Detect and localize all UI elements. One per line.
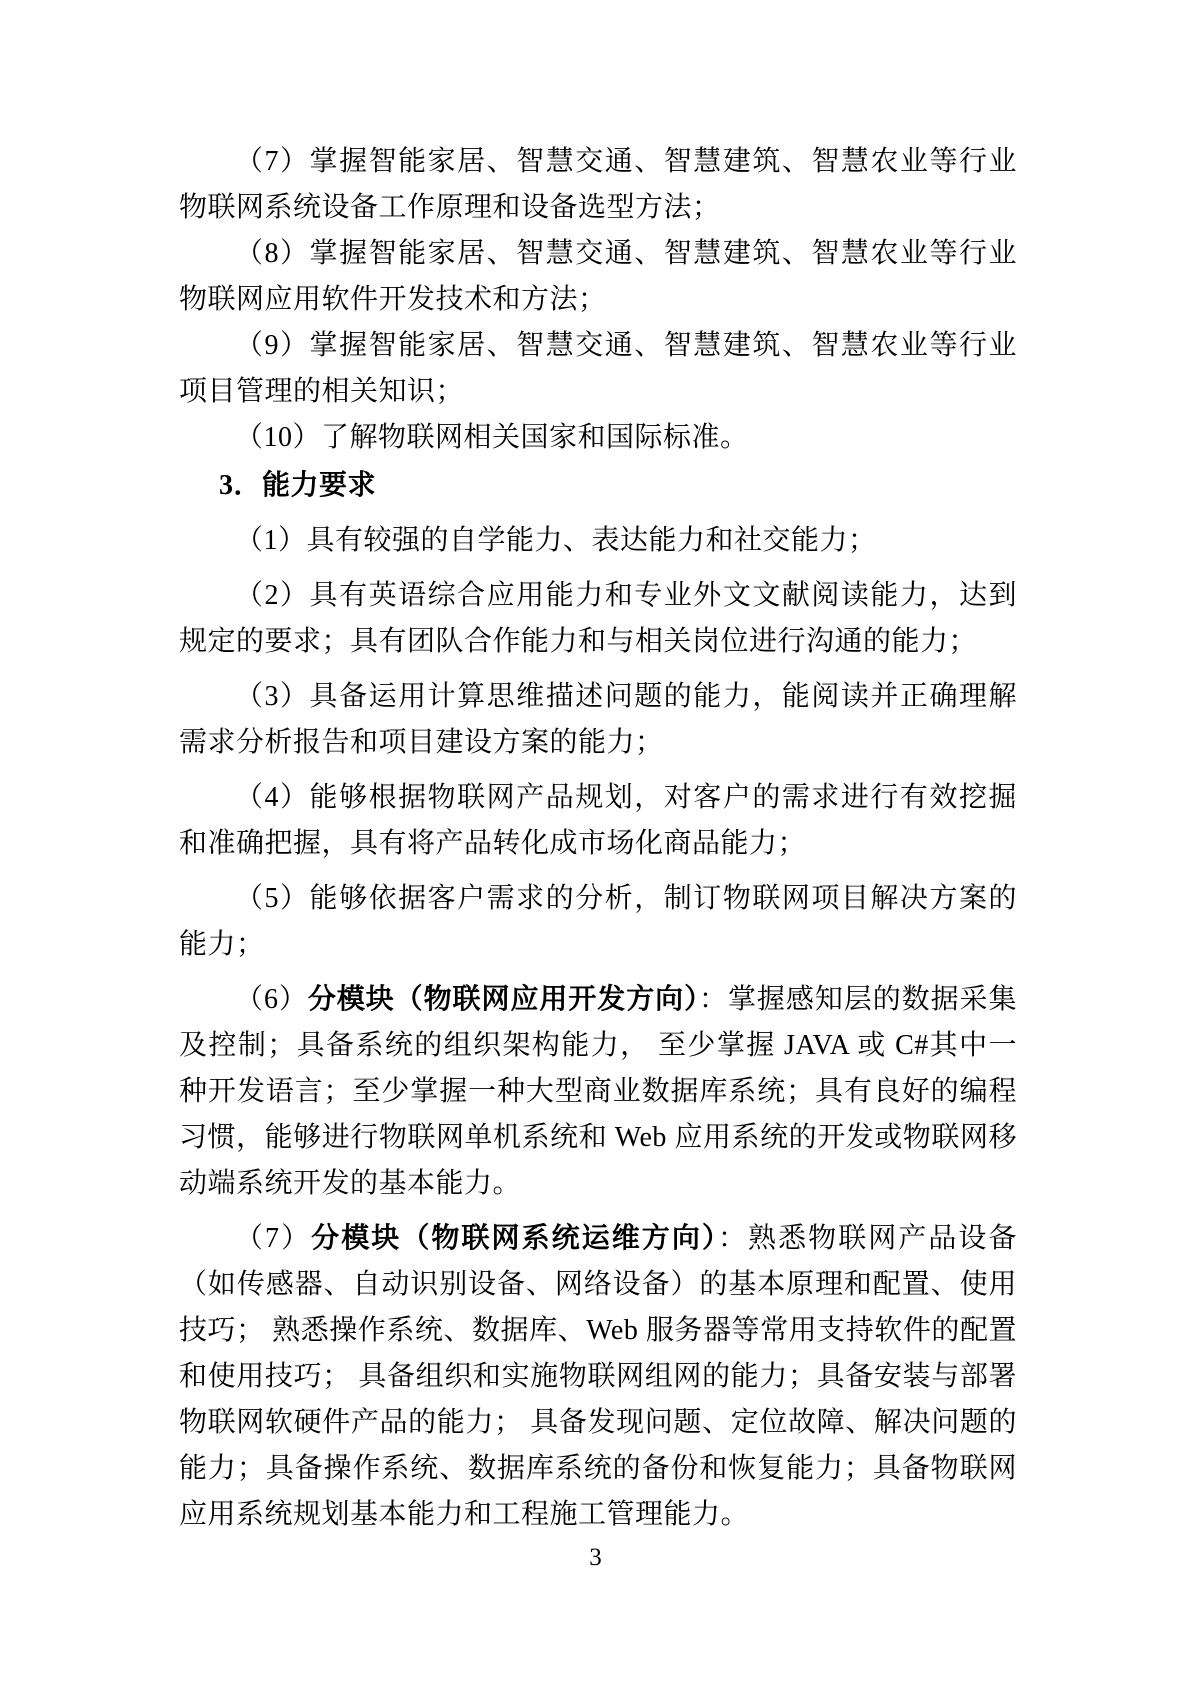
ability-item-3: （3）具备运用计算思维描述问题的能力，能阅读并正确理解需求分析报告和项目建设方案的能力； bbox=[179, 681, 1017, 758]
ability-item-7-text: ：熟悉物联网产品设备（如传感器、自动识别设备、网络设备）的基本原理和配置、使用技巧； 熟悉操作系统、数据库、Web 服务器等常用支持软件的配置和使用技巧； 具备组织和实施物联网组网的能力；具备安装与部署物联网软硬件产品的能力； 具备发现问题、定位故障、解决问题的能力；具备操作系统、数据库系统的备份和恢复能力；具备物联网应用系统规划基本能力和工程施工管理能力。 bbox=[179, 1223, 1017, 1530]
ability-item-6-text: ：掌握感知层的数据采集及控制；具备系统的组织架构能力， 至少掌握 JAVA 或 C#其中一种开发语言；至少掌握一种大型商业数据库系统；具有良好的编程习惯，能够进行物联网单机系统和 Web 应用系统的开发或物联网移动端系统开发的基本能力。 bbox=[179, 984, 1017, 1199]
knowledge-item-9: （9）掌握智能家居、智慧交通、智慧建筑、智慧农业等行业项目管理的相关知识； bbox=[179, 330, 1017, 407]
section-heading-ability-requirements: 3．能力要求 bbox=[219, 470, 377, 501]
ability-item-6-module-title: 分模块（物联网应用开发方向） bbox=[307, 984, 700, 1015]
ability-item-7-number: （7） bbox=[235, 1223, 312, 1254]
page-number: 3 bbox=[589, 1544, 602, 1571]
page-content bbox=[179, 139, 1017, 1538]
ability-item-7-module-title: 分模块（物联网系统运维方向） bbox=[311, 1223, 718, 1254]
ability-item-6-number: （6） bbox=[235, 984, 308, 1015]
ability-item-7 bbox=[179, 1216, 1017, 1538]
knowledge-item-8: （8）掌握智能家居、智慧交通、智慧建筑、智慧农业等行业物联网应用软件开发技术和方法； bbox=[179, 238, 1017, 315]
ability-item-5: （5）能够依据客户需求的分析，制订物联网项目解决方案的能力； bbox=[179, 883, 1017, 960]
knowledge-item-7: （7）掌握智能家居、智慧交通、智慧建筑、智慧农业等行业物联网系统设备工作原理和设备选型方法； bbox=[179, 146, 1017, 223]
knowledge-item-10: （10）了解物联网相关国家和国际标准。 bbox=[235, 422, 749, 453]
ability-item-1: （1）具有较强的自学能力、表达能力和社交能力； bbox=[235, 525, 877, 556]
ability-item-2: （2）具有英语综合应用能力和专业外文文献阅读能力，达到规定的要求；具有团队合作能力和与相关岗位进行沟通的能力； bbox=[179, 580, 1017, 657]
ability-item-6 bbox=[179, 977, 1017, 1207]
ability-item-4: （4）能够根据物联网产品规划，对客户的需求进行有效挖掘和准确把握，具有将产品转化成市场化商品能力； bbox=[179, 782, 1017, 859]
